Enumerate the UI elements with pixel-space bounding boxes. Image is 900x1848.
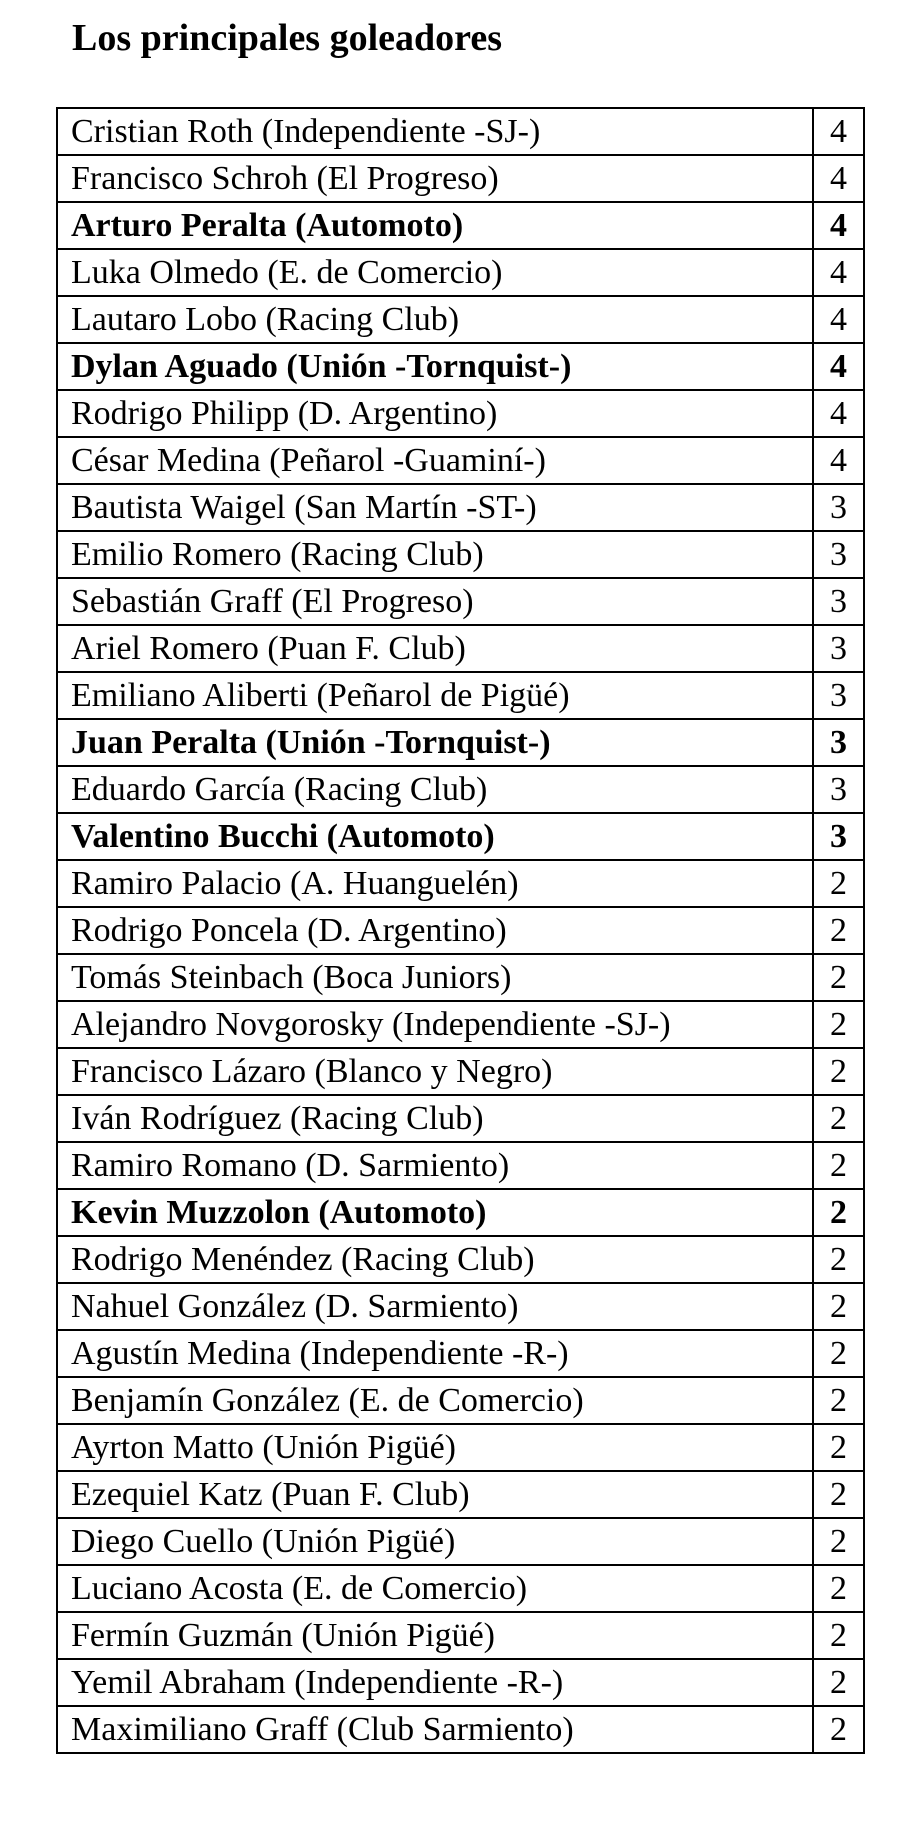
scorer-player-cell: Alejandro Novgorosky (Independiente -SJ-) [57,1001,813,1048]
scorer-player-cell: Fermín Guzmán (Unión Pigüé) [57,1612,813,1659]
scorer-player-cell: Ariel Romero (Puan F. Club) [57,625,813,672]
scorer-row [57,1518,864,1565]
scorer-row [57,860,864,907]
scorer-row [57,1048,864,1095]
scorer-row [57,578,864,625]
scorer-row [57,1424,864,1471]
page-title: Los principales goleadores [72,17,502,59]
scorer-row [57,1565,864,1612]
scorer-player-cell: Francisco Lázaro (Blanco y Negro) [57,1048,813,1095]
scorer-row [57,1377,864,1424]
scorer-goals-cell: 2 [813,1048,864,1095]
scorer-player-cell: Bautista Waigel (San Martín -ST-) [57,484,813,531]
scorer-player-cell: Arturo Peralta (Automoto) [57,202,813,249]
scorer-row [57,1659,864,1706]
scorer-goals-cell: 4 [813,343,864,390]
scorer-goals-cell: 2 [813,1706,864,1753]
scorer-player-cell: Cristian Roth (Independiente -SJ-) [57,108,813,155]
scorer-player-cell: Luka Olmedo (E. de Comercio) [57,249,813,296]
scorer-row [57,390,864,437]
scorer-player-cell: Ramiro Palacio (A. Huanguelén) [57,860,813,907]
scorer-player-cell: Benjamín González (E. de Comercio) [57,1377,813,1424]
scorer-player-cell: Rodrigo Poncela (D. Argentino) [57,907,813,954]
scorer-player-cell: Emilio Romero (Racing Club) [57,531,813,578]
scorer-player-cell: Juan Peralta (Unión -Tornquist-) [57,719,813,766]
scorer-goals-cell: 3 [813,625,864,672]
scorer-player-cell: Dylan Aguado (Unión -Tornquist-) [57,343,813,390]
scorer-row [57,625,864,672]
scorer-player-cell: Agustín Medina (Independiente -R-) [57,1330,813,1377]
scorer-goals-cell: 2 [813,1001,864,1048]
scorer-goals-cell: 4 [813,390,864,437]
scorer-goals-cell: 4 [813,155,864,202]
scorer-goals-cell: 3 [813,578,864,625]
scorer-player-cell: Maximiliano Graff (Club Sarmiento) [57,1706,813,1753]
scorer-goals-cell: 3 [813,813,864,860]
scorer-goals-cell: 2 [813,907,864,954]
scorer-row [57,1612,864,1659]
scorer-player-cell: Tomás Steinbach (Boca Juniors) [57,954,813,1001]
scorer-row [57,1189,864,1236]
scorer-goals-cell: 2 [813,1377,864,1424]
scorer-row [57,954,864,1001]
scorer-player-cell: Ayrton Matto (Unión Pigüé) [57,1424,813,1471]
scorer-goals-cell: 4 [813,249,864,296]
scorer-goals-cell: 2 [813,1518,864,1565]
top-scorers-table-body [57,108,864,1753]
top-scorers-table [56,107,865,1754]
scorer-player-cell: Francisco Schroh (El Progreso) [57,155,813,202]
scorer-row [57,1236,864,1283]
scorer-goals-cell: 2 [813,1189,864,1236]
scorer-goals-cell: 2 [813,1471,864,1518]
scorer-goals-cell: 2 [813,1565,864,1612]
scorer-goals-cell: 2 [813,860,864,907]
scorer-player-cell: Sebastián Graff (El Progreso) [57,578,813,625]
scorer-player-cell: Iván Rodríguez (Racing Club) [57,1095,813,1142]
scorer-goals-cell: 4 [813,202,864,249]
scorer-player-cell: Rodrigo Menéndez (Racing Club) [57,1236,813,1283]
scorer-player-cell: Nahuel González (D. Sarmiento) [57,1283,813,1330]
scorer-row [57,1330,864,1377]
scorer-goals-cell: 2 [813,1236,864,1283]
scorer-player-cell: Emiliano Aliberti (Peñarol de Pigüé) [57,672,813,719]
scorer-goals-cell: 2 [813,1283,864,1330]
scorer-row [57,531,864,578]
scorer-player-cell: Diego Cuello (Unión Pigüé) [57,1518,813,1565]
scorer-row [57,108,864,155]
scorer-player-cell: Luciano Acosta (E. de Comercio) [57,1565,813,1612]
scorer-row [57,813,864,860]
scorer-row [57,249,864,296]
scorer-row [57,343,864,390]
scorer-goals-cell: 2 [813,1095,864,1142]
scorer-row [57,1142,864,1189]
scorer-row [57,672,864,719]
scorer-row [57,1283,864,1330]
scorer-goals-cell: 4 [813,296,864,343]
scorer-goals-cell: 2 [813,1659,864,1706]
scorer-goals-cell: 4 [813,108,864,155]
scorer-row [57,1095,864,1142]
scorer-player-cell: Yemil Abraham (Independiente -R-) [57,1659,813,1706]
scorer-row [57,155,864,202]
scorer-goals-cell: 3 [813,766,864,813]
scorer-row [57,484,864,531]
scorer-player-cell: Lautaro Lobo (Racing Club) [57,296,813,343]
scorer-player-cell: Ezequiel Katz (Puan F. Club) [57,1471,813,1518]
scorer-row [57,1471,864,1518]
scorer-row [57,296,864,343]
scorer-row [57,437,864,484]
scorer-row [57,719,864,766]
scorer-player-cell: Eduardo García (Racing Club) [57,766,813,813]
scorer-goals-cell: 2 [813,1612,864,1659]
scorer-player-cell: Valentino Bucchi (Automoto) [57,813,813,860]
scorer-goals-cell: 4 [813,437,864,484]
scorer-row [57,907,864,954]
scorer-goals-cell: 2 [813,954,864,1001]
scorer-row [57,1001,864,1048]
scorer-goals-cell: 3 [813,484,864,531]
scorer-goals-cell: 2 [813,1330,864,1377]
scorer-row [57,202,864,249]
scorer-row [57,766,864,813]
scorer-goals-cell: 2 [813,1142,864,1189]
scorer-goals-cell: 3 [813,531,864,578]
scorer-row [57,1706,864,1753]
scorer-player-cell: Ramiro Romano (D. Sarmiento) [57,1142,813,1189]
scorer-goals-cell: 3 [813,719,864,766]
scorer-player-cell: César Medina (Peñarol -Guaminí-) [57,437,813,484]
scorer-player-cell: Rodrigo Philipp (D. Argentino) [57,390,813,437]
scorer-goals-cell: 3 [813,672,864,719]
scorer-player-cell: Kevin Muzzolon (Automoto) [57,1189,813,1236]
scorer-goals-cell: 2 [813,1424,864,1471]
